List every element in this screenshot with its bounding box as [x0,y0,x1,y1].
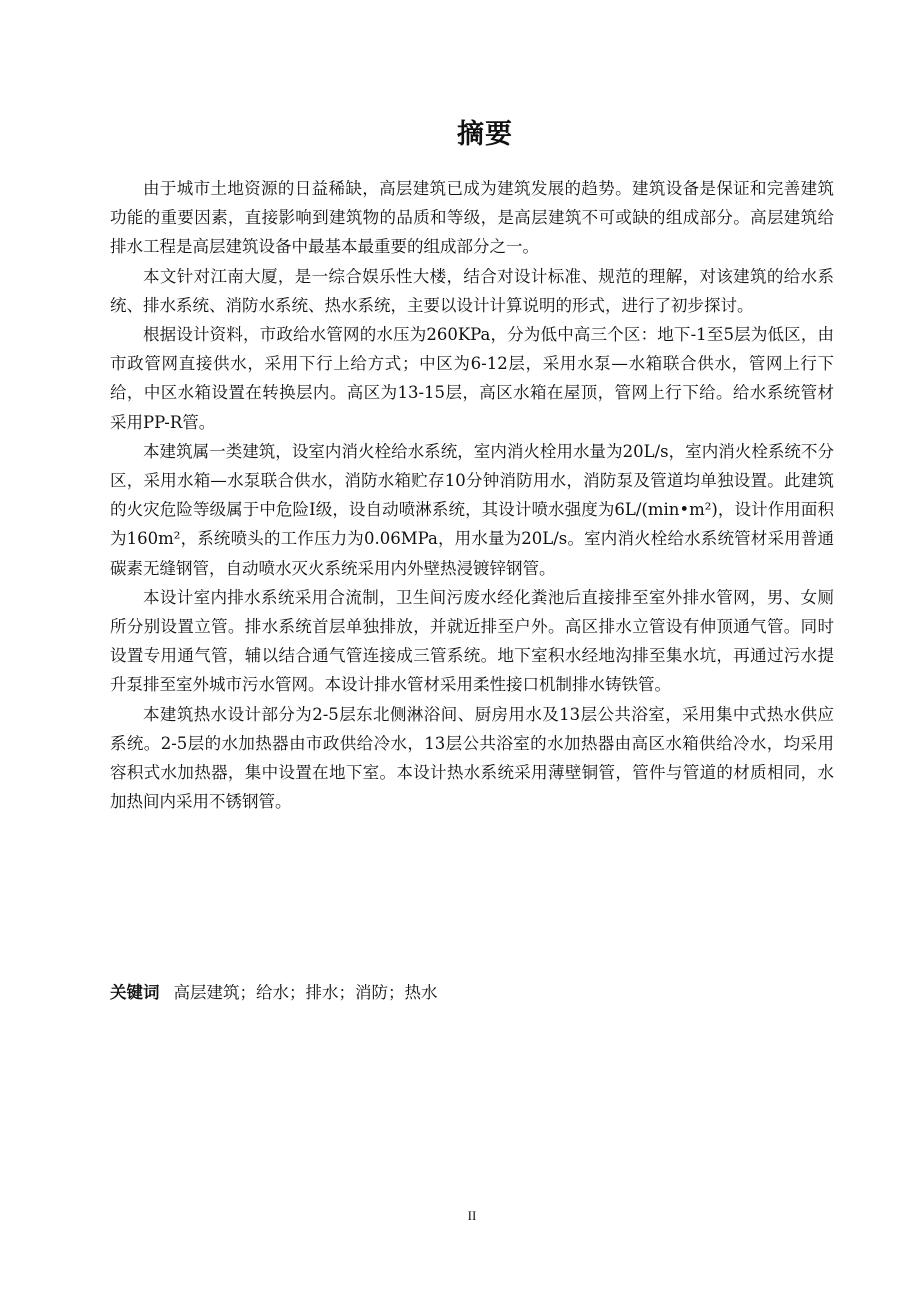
keywords-line [110,978,834,1007]
abstract-body [110,174,834,816]
keywords-label: 关键词 [110,983,160,1002]
keywords-text: 高层建筑；给水；排水；消防；热水 [173,983,438,1002]
abstract-paragraph: 本设计室内排水系统采用合流制，卫生间污废水经化粪池后直接排至室外排水管网，男、女厕所分别设置立管。排水系统首层单独排放，并就近排至户外。高区排水立管设有伸顶通气管。同时设置专用通气管，辅以结合通气管连接成三管系统。地下室积水经地沟排至集水坑，再通过污水提升泵排至室外城市污水管网。本设计排水管材采用柔性接口机制排水铸铁管。 [110,587,834,695]
abstract-paragraph: 本文针对江南大厦，是一综合娱乐性大楼，结合对设计标准、规范的理解，对该建筑的给水系统、排水系统、消防水系统、热水系统，主要以设计计算说明的形式，进行了初步探讨。 [110,266,834,315]
page-number: II [467,1208,477,1223]
abstract-paragraph: 本建筑属一类建筑，设室内消火栓给水系统，室内消火栓用水量为20L/s，室内消火栓系统不分区，采用水箱—水泵联合供水，消防水箱贮存10分钟消防用水，消防泵及管道均单独设置。此建筑的火灾危险等级属于中危险Ⅰ级，设自动喷淋系统，其设计喷水强度为6L/(min•m²)，设计作用面积为160m²，系统喷头的工作压力为0.06MPa，用水量为20L/s。室内消火栓给水系统管材采用普通碳素无缝钢管，自动喷水灭火系统采用内外壁热浸镀锌钢管。 [110,441,834,578]
abstract-paragraph: 由于城市土地资源的日益稀缺，高层建筑已成为建筑发展的趋势。建筑设备是保证和完善建筑功能的重要因素，直接影响到建筑物的品质和等级，是高层建筑不可或缺的组成部分。高层建筑给排水工程是高层建筑设备中最基本最重要的组成部分之一。 [110,179,834,257]
abstract-paragraph: 本建筑热水设计部分为2-5层东北侧淋浴间、厨房用水及13层公共浴室，采用集中式热水供应系统。2-5层的水加热器由市政供给冷水，13层公共浴室的水加热器由高区水箱供给冷水，均采用容积式水加热器，集中设置在地下室。本设计热水系统采用薄壁铜管，管件与管道的材质相同，水加热间内采用不锈钢管。 [110,704,834,812]
page-title: 摘要 [457,119,513,150]
abstract-paragraph: 根据设计资料，市政给水管网的水压为260KPa，分为低中高三个区：地下-1至5层为低区，由市政管网直接供水，采用下行上给方式；中区为6-12层，采用水泵—水箱联合供水，管网上行下给，中区水箱设置在转换层内。高区为13-15层，高区水箱在屋顶，管网上行下给。给水系统管材采用PP-R管。 [110,325,834,432]
